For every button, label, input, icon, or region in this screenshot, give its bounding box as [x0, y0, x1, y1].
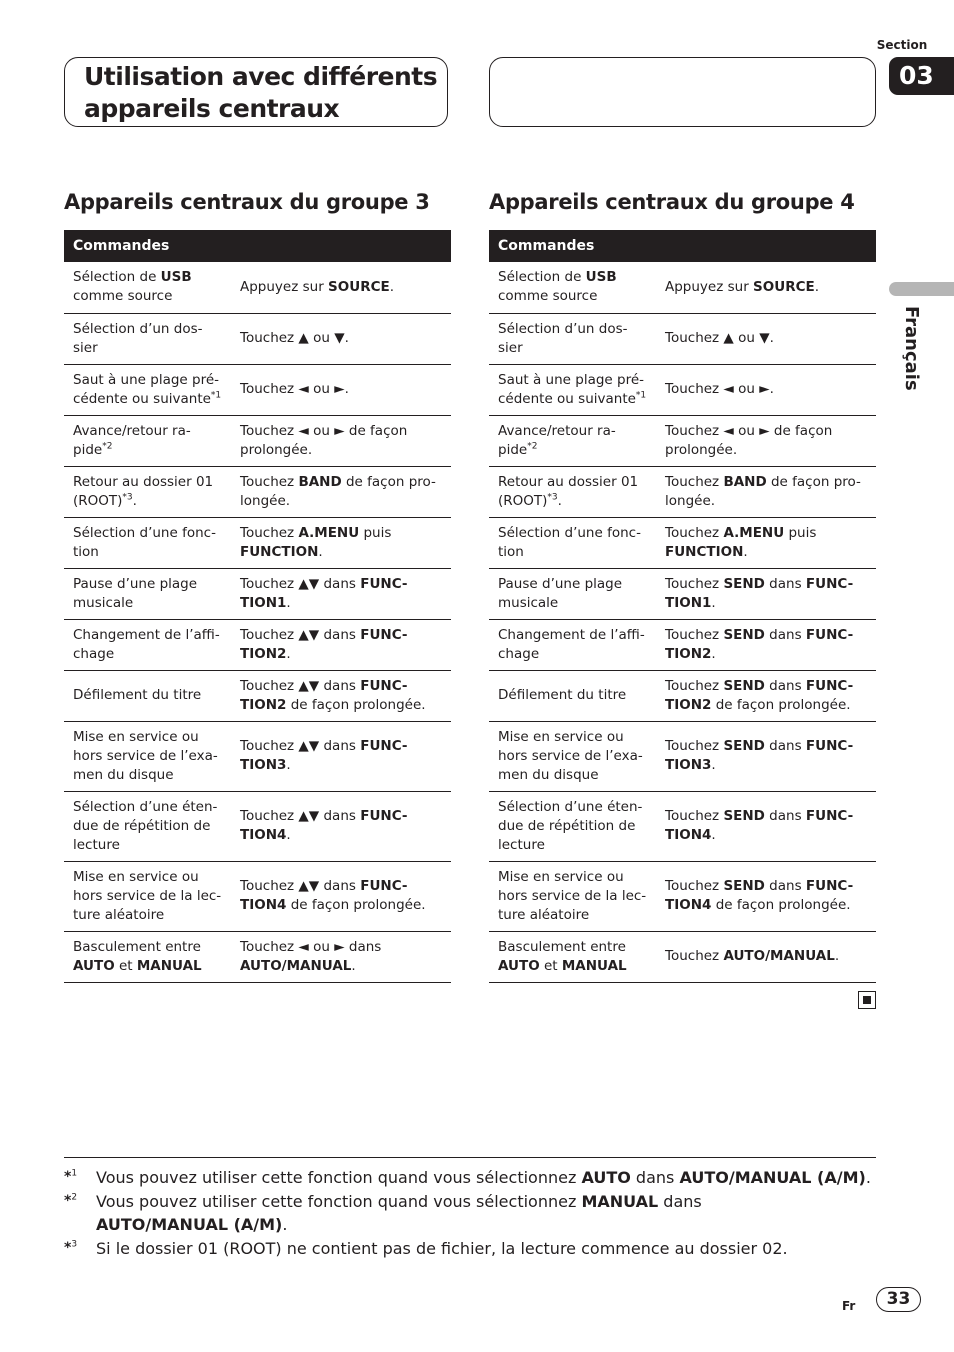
command-action: Défilement du titre: [64, 670, 234, 721]
command-action: Mise en service ou hors service de l’exa- men du disque: [64, 721, 234, 791]
table-row: [64, 313, 451, 364]
table-row: [64, 466, 451, 517]
command-action: Sélection d’une éten- due de répétition de lecture: [64, 791, 234, 861]
command-action: Changement de l’affi- chage: [64, 619, 234, 670]
command-action: Saut à une plage pré- cédente ou suivante$^{*1}$: [64, 364, 234, 415]
chapter-title-box: [64, 57, 448, 127]
command-action: Avance/retour ra- pide$^{*2}$: [489, 415, 659, 466]
group4-title: Appareils centraux du groupe 4: [489, 190, 855, 214]
command-action: Sélection d’un dos- sier: [64, 313, 234, 364]
table-row: [64, 861, 451, 931]
group4-commands-table: [489, 230, 876, 983]
command-instruction: Touchez SEND dans FUNC- TION4.: [659, 791, 876, 861]
command-action: Saut à une plage pré- cédente ou suivante$^{*1}$: [489, 364, 659, 415]
command-instruction: Touchez BAND de façon pro- longée.: [659, 466, 876, 517]
command-action: Retour au dossier 01 (ROOT)$^{*3}$.: [489, 466, 659, 517]
command-action: Sélection d’une fonc- tion: [64, 517, 234, 568]
command-instruction: Touchez BAND de façon pro- longée.: [234, 466, 451, 517]
command-action: Sélection d’une éten- due de répétition de lecture: [489, 791, 659, 861]
table-row: [64, 619, 451, 670]
command-instruction: Touchez ▲▼ dans FUNC- TION2.: [234, 619, 451, 670]
command-action: Mise en service ou hors service de la lec- ture aléatoire: [489, 861, 659, 931]
command-instruction: Touchez ▲▼ dans FUNC- TION1.: [234, 568, 451, 619]
footnote-text: Si le dossier 01 (ROOT) ne contient pas de fichier, la lecture commence au dossier 02.: [96, 1239, 788, 1258]
command-action: Changement de l’affi- chage: [489, 619, 659, 670]
table-row: [489, 791, 876, 861]
end-of-section-stop-icon: [858, 991, 876, 1009]
table-row: [64, 415, 451, 466]
footnote-marker: *$^3$: [64, 1239, 78, 1256]
command-instruction: Appuyez sur SOURCE.: [234, 262, 451, 313]
header-empty-box: [489, 57, 876, 127]
command-instruction: Touchez AUTO/MANUAL.: [659, 931, 876, 982]
command-instruction: Touchez SEND dans FUNC- TION2.: [659, 619, 876, 670]
language-label: Français: [901, 306, 922, 391]
table-row: [489, 466, 876, 517]
command-action: Sélection d’un dos- sier: [489, 313, 659, 364]
command-action: Avance/retour ra- pide$^{*2}$: [64, 415, 234, 466]
table-row: [64, 931, 451, 982]
table-row: [489, 262, 876, 313]
command-instruction: Touchez SEND dans FUNC- TION3.: [659, 721, 876, 791]
command-instruction: Touchez A.MENU puis FUNCTION.: [234, 517, 451, 568]
footnote-marker: *$^2$: [64, 1192, 78, 1209]
chapter-title-line1: Utilisation avec différents: [84, 62, 438, 91]
group3-commands-table: [64, 230, 451, 983]
group4-table-header: Commandes: [489, 230, 876, 262]
command-instruction: Touchez ▲ ou ▼.: [234, 313, 451, 364]
table-row: [489, 415, 876, 466]
command-action: Défilement du titre: [489, 670, 659, 721]
table-row: [489, 568, 876, 619]
table-row: [489, 721, 876, 791]
table-row: [489, 364, 876, 415]
table-row: [64, 517, 451, 568]
table-row: [64, 721, 451, 791]
table-row: [489, 861, 876, 931]
command-instruction: Touchez ▲ ou ▼.: [659, 313, 876, 364]
command-instruction: Touchez ◄ ou ►.: [659, 364, 876, 415]
footnote-text: Vous pouvez utiliser cette fonction quand vous sélectionnez MANUAL dans AUTO/MANUAL (A/M).: [96, 1192, 702, 1234]
command-action: Pause d’une plage musicale: [489, 568, 659, 619]
command-instruction: Touchez SEND dans FUNC- TION4 de façon prolongée.: [659, 861, 876, 931]
command-instruction: Touchez ▲▼ dans FUNC- TION4 de façon prolongée.: [234, 861, 451, 931]
page-number: 33: [876, 1287, 921, 1312]
table-row: [64, 670, 451, 721]
command-action: Basculement entre AUTO et MANUAL: [489, 931, 659, 982]
section-number-tab: 03: [889, 57, 954, 95]
command-instruction: Appuyez sur SOURCE.: [659, 262, 876, 313]
table-row: [64, 568, 451, 619]
command-instruction: Touchez SEND dans FUNC- TION1.: [659, 568, 876, 619]
command-instruction: Touchez SEND dans FUNC- TION2 de façon prolongée.: [659, 670, 876, 721]
table-row: [489, 670, 876, 721]
group3-table-header: Commandes: [64, 230, 451, 262]
command-action: Basculement entre AUTO et MANUAL: [64, 931, 234, 982]
command-instruction: Touchez ▲▼ dans FUNC- TION4.: [234, 791, 451, 861]
table-row: [489, 619, 876, 670]
chapter-title-line2: appareils centraux: [84, 94, 340, 123]
command-action: Sélection de USB comme source: [64, 262, 234, 313]
command-instruction: Touchez ◄ ou ► de façon prolongée.: [659, 415, 876, 466]
language-tab: [889, 282, 954, 296]
command-action: Sélection d’une fonc- tion: [489, 517, 659, 568]
table-row: [64, 364, 451, 415]
group3-title: Appareils centraux du groupe 3: [64, 190, 430, 214]
command-instruction: Touchez ◄ ou ► de façon prolongée.: [234, 415, 451, 466]
command-action: Retour au dossier 01 (ROOT)$^{*3}$.: [64, 466, 234, 517]
table-row: [64, 791, 451, 861]
footnote-divider: [64, 1157, 876, 1158]
footnote-text: Vous pouvez utiliser cette fonction quand vous sélectionnez AUTO dans AUTO/MANUAL (A/M).: [96, 1168, 871, 1187]
table-row: [489, 517, 876, 568]
section-label: Section: [876, 38, 928, 52]
command-instruction: Touchez A.MENU puis FUNCTION.: [659, 517, 876, 568]
command-action: Mise en service ou hors service de la lec- ture aléatoire: [64, 861, 234, 931]
table-row: [489, 313, 876, 364]
command-action: Pause d’une plage musicale: [64, 568, 234, 619]
command-instruction: Touchez ▲▼ dans FUNC- TION2 de façon prolongée.: [234, 670, 451, 721]
table-row: [489, 931, 876, 982]
table-row: [64, 262, 451, 313]
footnote-marker: *$^1$: [64, 1168, 78, 1185]
command-instruction: Touchez ▲▼ dans FUNC- TION3.: [234, 721, 451, 791]
command-instruction: Touchez ◄ ou ►.: [234, 364, 451, 415]
command-action: Sélection de USB comme source: [489, 262, 659, 313]
command-action: Mise en service ou hors service de l’exa- men du disque: [489, 721, 659, 791]
footer-language-code: Fr: [842, 1299, 856, 1313]
command-instruction: Touchez ◄ ou ► dans AUTO/MANUAL.: [234, 931, 451, 982]
